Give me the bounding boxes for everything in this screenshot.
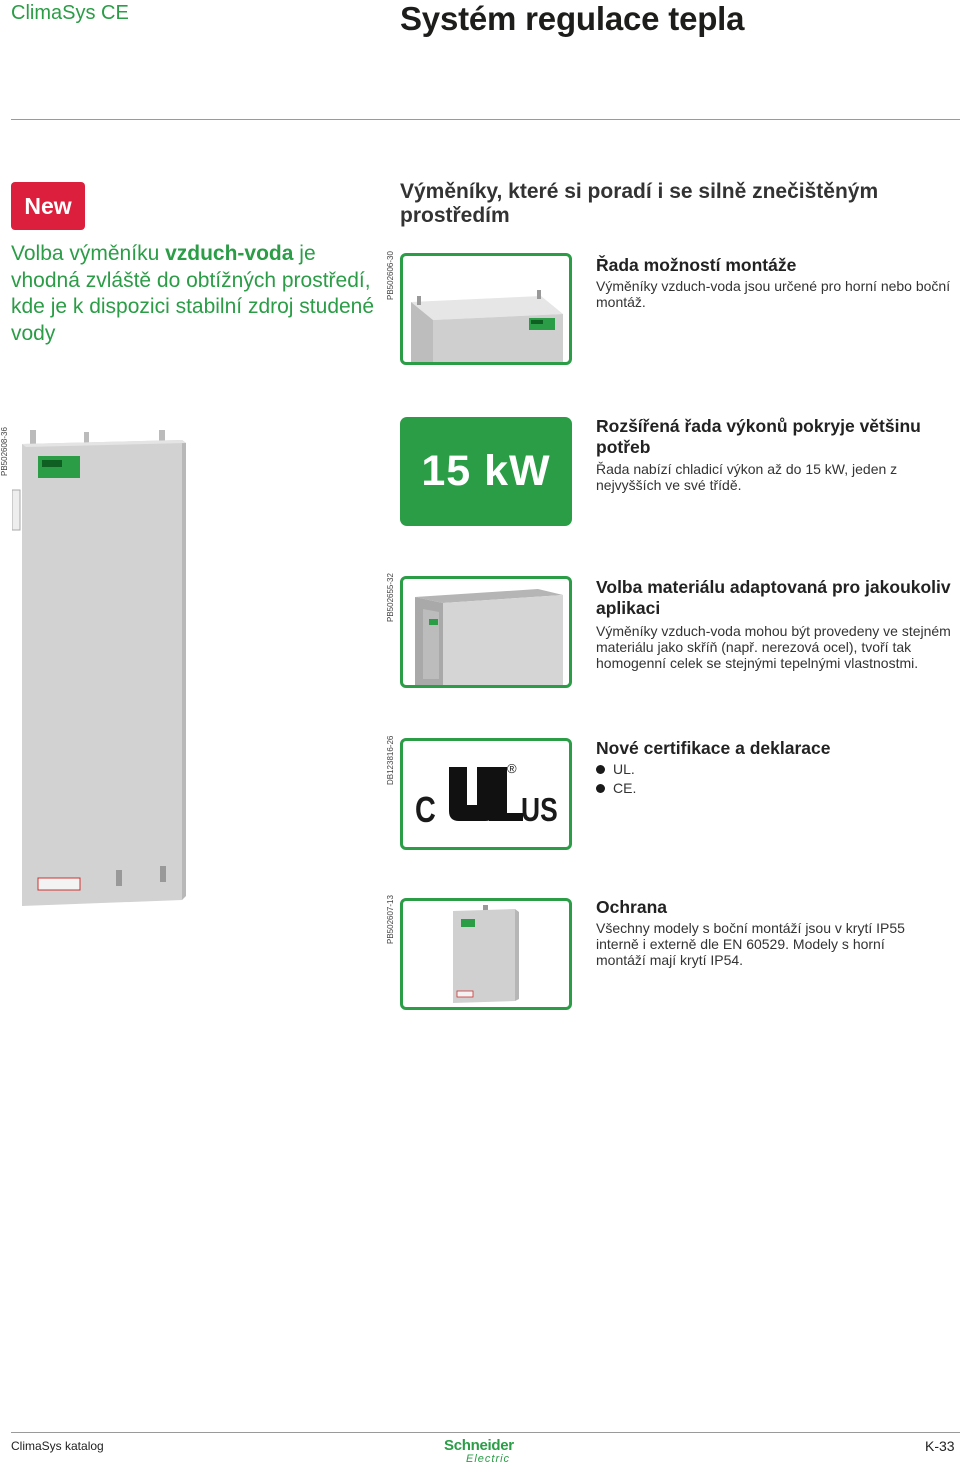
- footer-catalog-name: ClimaSys katalog: [11, 1439, 104, 1453]
- page-number: K-33: [925, 1438, 955, 1454]
- section-heading: Výměníky, které si poradí i se silně znečištěným prostředím: [400, 180, 879, 227]
- footer-divider: [11, 1432, 960, 1433]
- registered-mark: ®: [507, 761, 517, 776]
- brand-name: ClimaSys CE: [11, 2, 129, 24]
- feature4-title: Nové certifikace a deklarace: [596, 738, 831, 758]
- feature5-desc: Všechny modely s boční montáží jsou v krytí IP55 interně i externě dle EN 60529. Modely s horní montáží mají krytí IP54.: [596, 920, 905, 968]
- bullet-dot: [596, 784, 605, 793]
- cert-bullet-ce: CE.: [596, 780, 636, 796]
- feature3-title: Volba materiálu adaptovaná pro jakoukoliv aplikaci: [596, 577, 951, 618]
- feature5-photo: [400, 898, 572, 1010]
- power-15kw-badge: 15 kW: [400, 417, 572, 526]
- page-title: Systém regulace tepla: [400, 0, 745, 37]
- feature1-title: Řada možností montáže: [596, 255, 797, 275]
- schneider-electric-logo: Schneider Electric: [444, 1437, 514, 1465]
- feature3-photo-code: PB502655-32: [386, 573, 395, 622]
- intro-highlight: vzduch-voda: [165, 242, 294, 265]
- feature2-title: Rozšířená řada výkonů pokryje většinu potřeb: [596, 416, 921, 457]
- feature3-photo: [400, 576, 572, 688]
- large-photo-code: PB502608-36: [0, 427, 9, 476]
- feature4-photo-code: DB123816-26: [386, 735, 395, 785]
- feature1-photo-code: PB502606-30: [386, 251, 395, 300]
- feature3-desc: Výměníky vzduch-voda mohou být provedeny ve stejném materiálu jako skříň (např. nerezová ocel), tvoří tak homogenní celek se stejnými tepelnými vlastnostmi.: [596, 623, 951, 671]
- cert-bullet-ul: UL.: [596, 761, 635, 777]
- feature5-photo-code: PB502607-13: [386, 895, 395, 944]
- bullet-dot: [596, 765, 605, 774]
- ul-certification-logo: [400, 738, 572, 850]
- large-unit-photo: [12, 430, 187, 910]
- header-divider: [11, 119, 960, 120]
- ul-logo-left: C: [415, 789, 436, 830]
- feature2-desc: Řada nabízí chladicí výkon až do 15 kW, jeden z nejvyšších ve své třídě.: [596, 461, 898, 493]
- new-badge: New: [11, 182, 85, 230]
- intro-text: Volba výměníku vzduch-voda je vhodná zvláště do obtížných prostředí, kde je k dispozici stabilní zdroj studené vody: [11, 242, 375, 345]
- feature1-desc: Výměníky vzduch-voda jsou určené pro horní nebo boční montáž.: [596, 278, 951, 310]
- feature5-title: Ochrana: [596, 897, 667, 917]
- feature1-photo: [400, 253, 572, 365]
- ul-logo-right: US: [521, 791, 558, 828]
